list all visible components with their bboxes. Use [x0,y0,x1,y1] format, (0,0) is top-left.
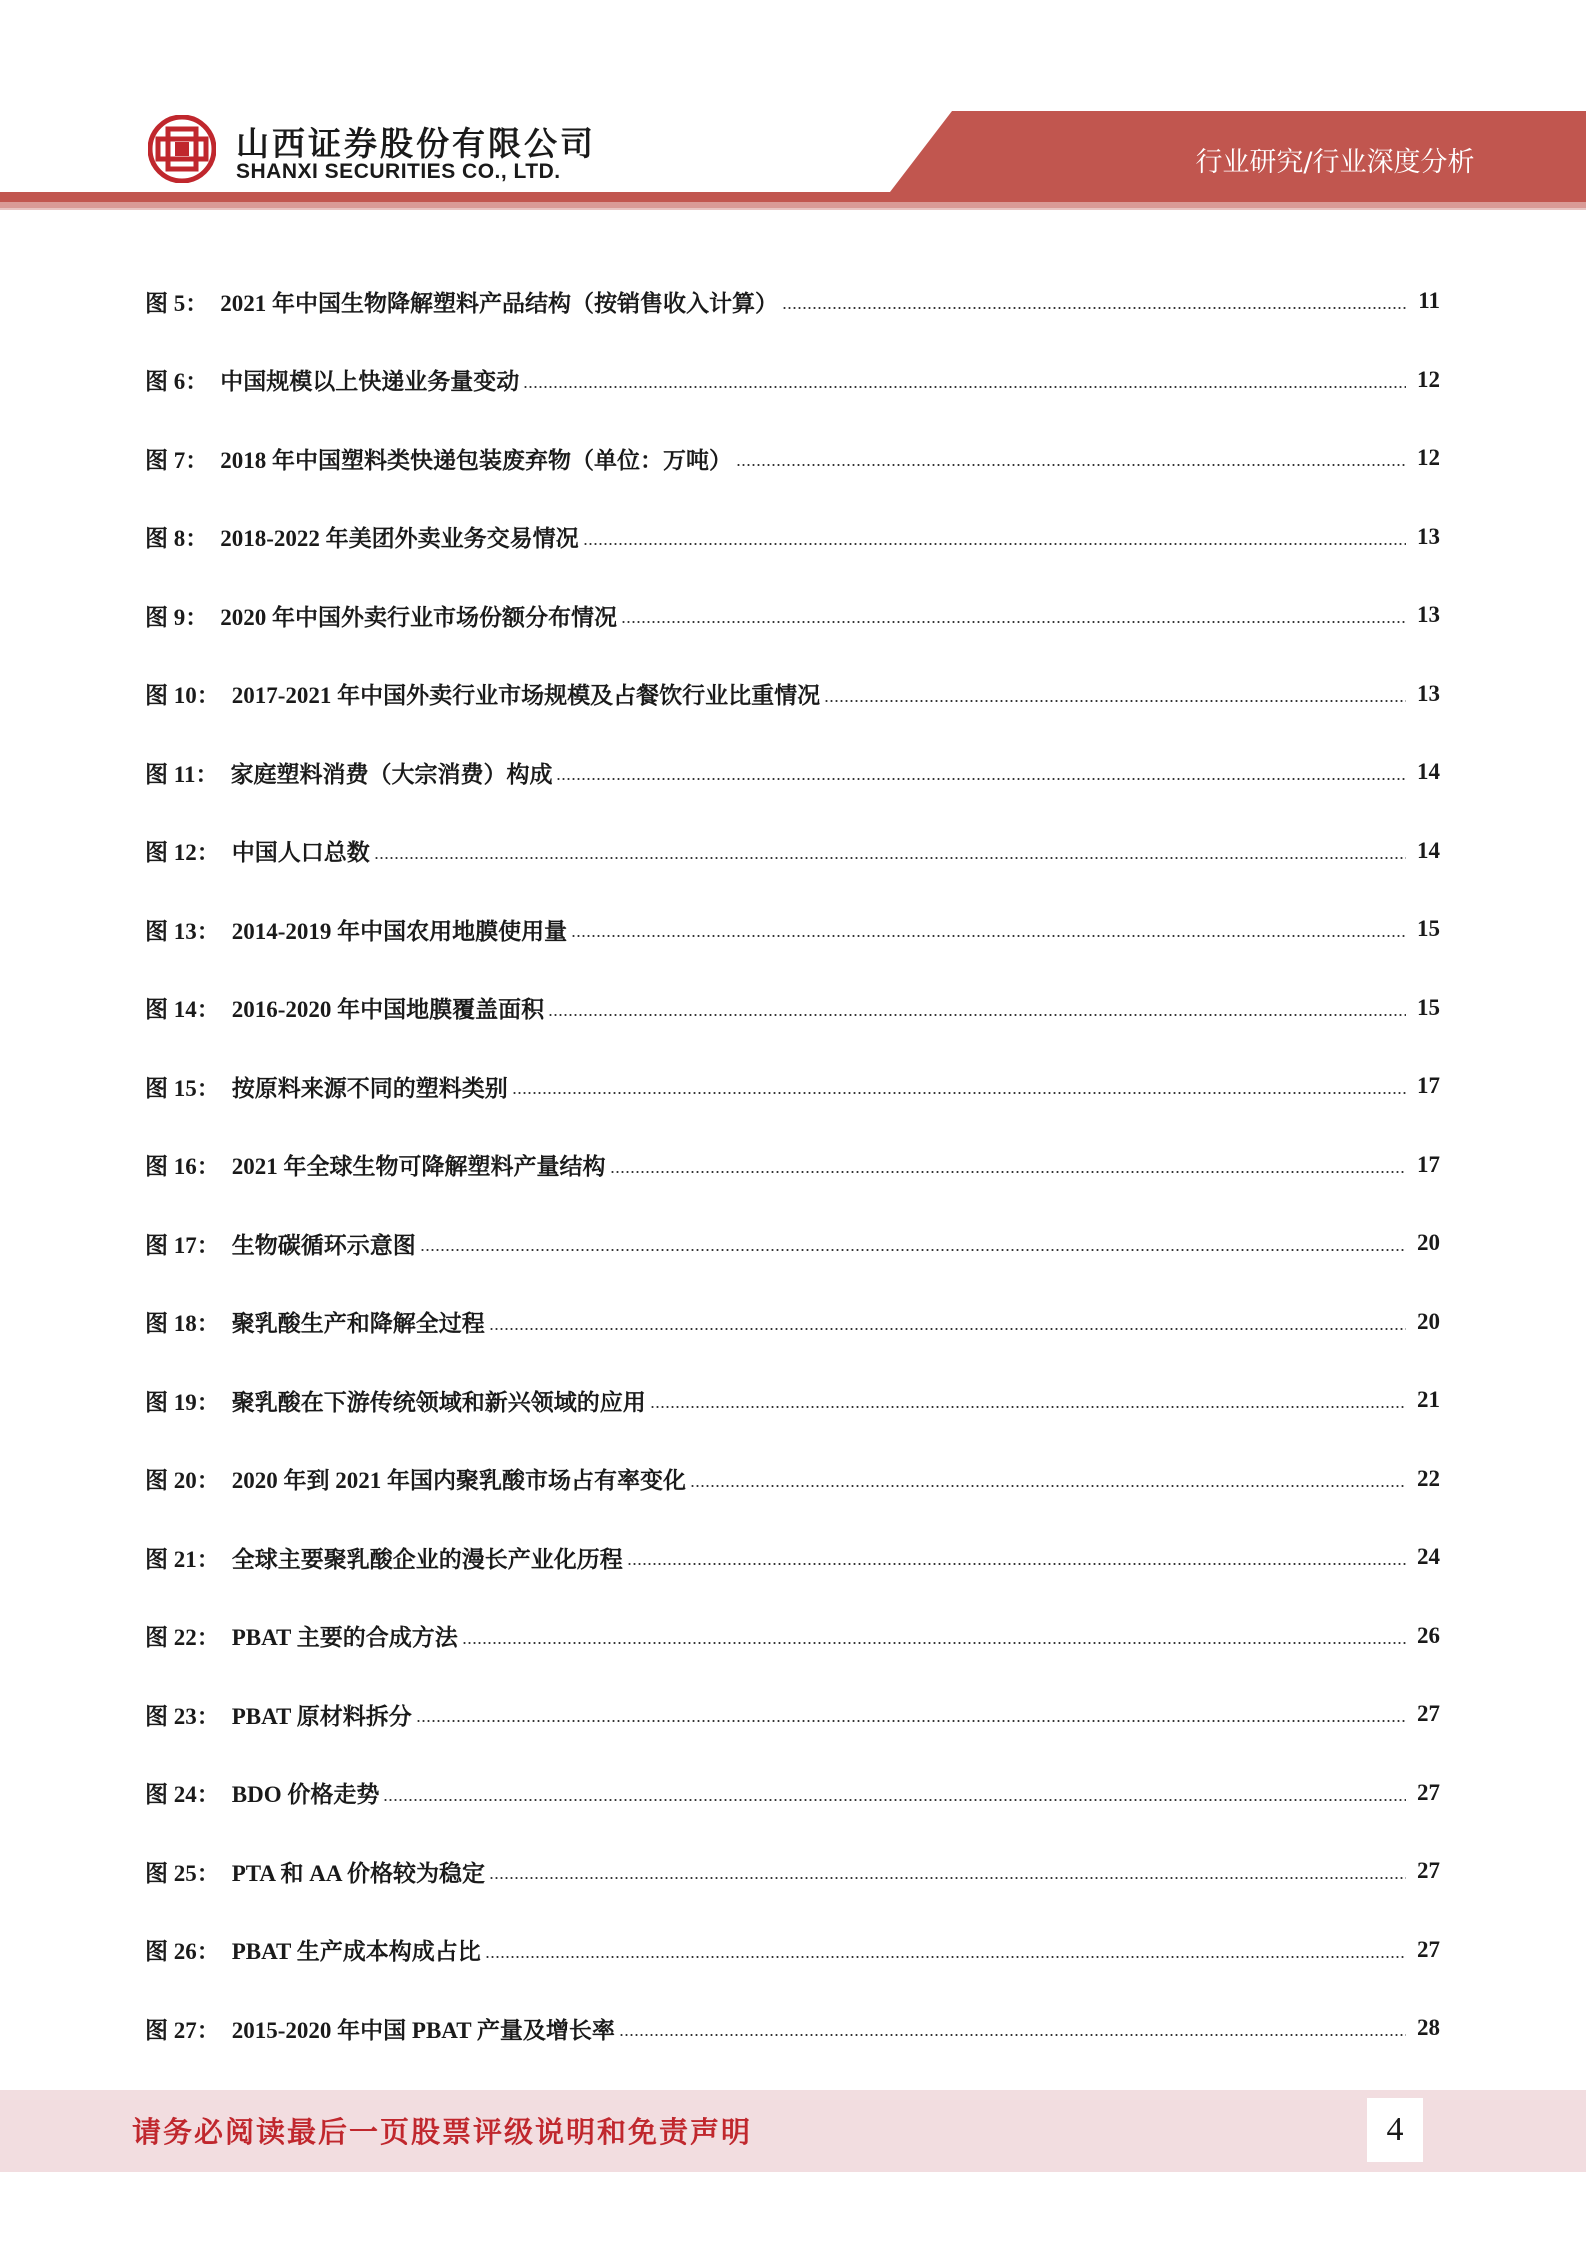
page-ref: 24 [1417,1544,1440,1570]
figure-number: 图 9： [145,604,209,630]
dot-leader [824,700,1406,702]
toc-entry[interactable] [145,812,1440,891]
figure-title: 中国人口总数 [231,840,370,866]
toc-entry[interactable] [145,1675,1440,1754]
toc-entry[interactable] [145,1126,1440,1205]
figure-title: PBAT 生产成本构成占比 [231,1939,481,1965]
toc-entry[interactable] [145,1047,1440,1126]
dot-leader [374,857,1406,859]
dot-leader [556,778,1406,780]
figure-title: 全球主要聚乳酸企业的漫长产业化历程 [231,1546,623,1572]
dot-leader [489,1328,1406,1330]
company-name-cn: 山西证券股份有限公司 [236,124,596,163]
toc-entry[interactable] [145,1989,1440,2068]
figure-number: 图 18： [145,1311,220,1337]
figure-title: PBAT 原材料拆分 [231,1703,412,1729]
toc-entry[interactable] [145,498,1440,577]
page-header [0,0,1586,215]
dot-leader [523,386,1406,388]
company-name-en: SHANXI SECURITIES CO., LTD. [236,160,561,183]
figure-number: 图 24： [145,1782,220,1808]
page-ref: 15 [1417,916,1440,942]
figure-number: 图 22： [145,1625,220,1651]
figure-number: 图 8： [145,526,209,552]
page-ref: 22 [1417,1465,1440,1491]
figure-title: 聚乳酸在下游传统领域和新兴领域的应用 [231,1389,646,1415]
company-logo-icon [148,115,216,183]
toc-entry[interactable] [145,1440,1440,1519]
figure-number: 图 25： [145,1860,220,1886]
figure-number: 图 26： [145,1939,220,1965]
page-ref: 17 [1417,1151,1440,1177]
dot-leader [489,1877,1406,1879]
toc-entry[interactable] [145,1832,1440,1911]
figure-title: 家庭塑料消费（大宗消费）构成 [230,761,553,787]
dot-leader [610,1171,1407,1173]
figure-title: 2016-2020 年中国地膜覆盖面积 [231,997,545,1023]
figure-title: 2018 年中国塑料类快递包装废弃物（单位：万吨） [220,447,732,473]
toc-entry[interactable] [145,1597,1440,1676]
figure-number: 图 16： [145,1154,220,1180]
figure-title: 2020 年到 2021 年国内聚乳酸市场占有率变化 [231,1468,686,1494]
page-ref: 20 [1417,1308,1440,1334]
toc-entry[interactable] [145,1754,1440,1833]
dot-leader [690,1485,1406,1487]
figure-title: PTA 和 AA 价格较为稳定 [231,1860,485,1886]
page-ref: 17 [1417,1073,1440,1099]
page-number: 4 [1367,2098,1423,2162]
figure-number: 图 19： [145,1389,220,1415]
page-ref: 14 [1417,837,1440,863]
figure-number: 图 7： [145,447,209,473]
figure-number: 图 12： [145,840,220,866]
figure-number: 图 11： [145,761,219,787]
toc-entry[interactable] [145,655,1440,734]
figure-title: 2021 年中国生物降解塑料产品结构（按销售收入计算） [220,290,778,316]
figure-number: 图 17： [145,1232,220,1258]
dot-leader [736,464,1406,466]
page-ref: 27 [1417,1701,1440,1727]
toc-entry[interactable] [145,890,1440,969]
disclaimer-notice: 请务必阅读最后一页股票评级说明和免责声明 [132,2115,753,2149]
dot-leader [627,1563,1406,1565]
page-ref: 27 [1417,1779,1440,1805]
page-ref: 13 [1417,680,1440,706]
toc-entry[interactable] [145,1911,1440,1990]
figure-title: BDO 价格走势 [231,1782,380,1808]
figure-number: 图 21： [145,1546,220,1572]
dot-leader [782,307,1406,309]
figure-number: 图 13： [145,918,220,944]
page-ref: 12 [1417,445,1440,471]
figure-title: 2020 年中国外卖行业市场份额分布情况 [220,604,617,630]
figure-title: 2017-2021 年中国外卖行业市场规模及占餐饮行业比重情况 [231,683,821,709]
dot-leader [383,1799,1406,1801]
figure-number: 图 10： [145,683,220,709]
figure-list [145,262,1440,2068]
figure-title: 中国规模以上快递业务量变动 [220,369,520,395]
page-ref: 14 [1417,759,1440,785]
dot-leader [619,2034,1406,2036]
figure-title: 2014-2019 年中国农用地膜使用量 [231,918,568,944]
dot-leader [571,935,1406,937]
figure-number: 图 23： [145,1703,220,1729]
toc-entry[interactable] [145,262,1440,341]
page-ref: 27 [1417,1936,1440,1962]
toc-entry[interactable] [145,1283,1440,1362]
figure-number: 图 20： [145,1468,220,1494]
figure-title: 2018-2022 年美团外卖业务交易情况 [220,526,579,552]
toc-entry[interactable] [145,1204,1440,1283]
dot-leader [420,1249,1406,1251]
figure-title: 2015-2020 年中国 PBAT 产量及增长率 [231,2017,615,2043]
page-ref: 11 [1418,288,1440,314]
figure-title: 按原料来源不同的塑料类别 [231,1075,508,1101]
toc-entry[interactable] [145,419,1440,498]
toc-entry[interactable] [145,733,1440,812]
page-ref: 13 [1417,523,1440,549]
figure-number: 图 14： [145,997,220,1023]
dot-leader [548,1014,1406,1016]
figure-number: 图 27： [145,2017,220,2043]
page-ref: 27 [1417,1858,1440,1884]
dot-leader [485,1956,1406,1958]
figure-number: 图 5： [145,290,209,316]
page-ref: 28 [1417,2015,1440,2041]
figure-title: PBAT 主要的合成方法 [231,1625,458,1651]
figure-title: 生物碳循环示意图 [231,1232,416,1258]
figure-title: 聚乳酸生产和降解全过程 [231,1311,485,1337]
page-ref: 21 [1417,1387,1440,1413]
page-ref: 12 [1417,366,1440,392]
figure-number: 图 15： [145,1075,220,1101]
dot-leader [416,1720,1406,1722]
dot-leader [650,1406,1406,1408]
page-ref: 13 [1417,602,1440,628]
page-ref: 20 [1417,1230,1440,1256]
figure-title: 2021 年全球生物可降解塑料产量结构 [231,1154,606,1180]
page-ref: 26 [1417,1622,1440,1648]
toc-entry[interactable] [145,1518,1440,1597]
toc-entry[interactable] [145,576,1440,655]
dot-leader [462,1642,1406,1644]
section-tag: 行业研究/行业深度分析 [1195,147,1475,178]
page-ref: 15 [1417,994,1440,1020]
toc-entry[interactable] [145,341,1440,420]
toc-entry[interactable] [145,969,1440,1048]
dot-leader [621,621,1406,623]
dot-leader [583,543,1406,545]
page-footer [0,2090,1586,2172]
toc-entry[interactable] [145,1361,1440,1440]
dot-leader [512,1092,1406,1094]
figure-number: 图 6： [145,369,209,395]
